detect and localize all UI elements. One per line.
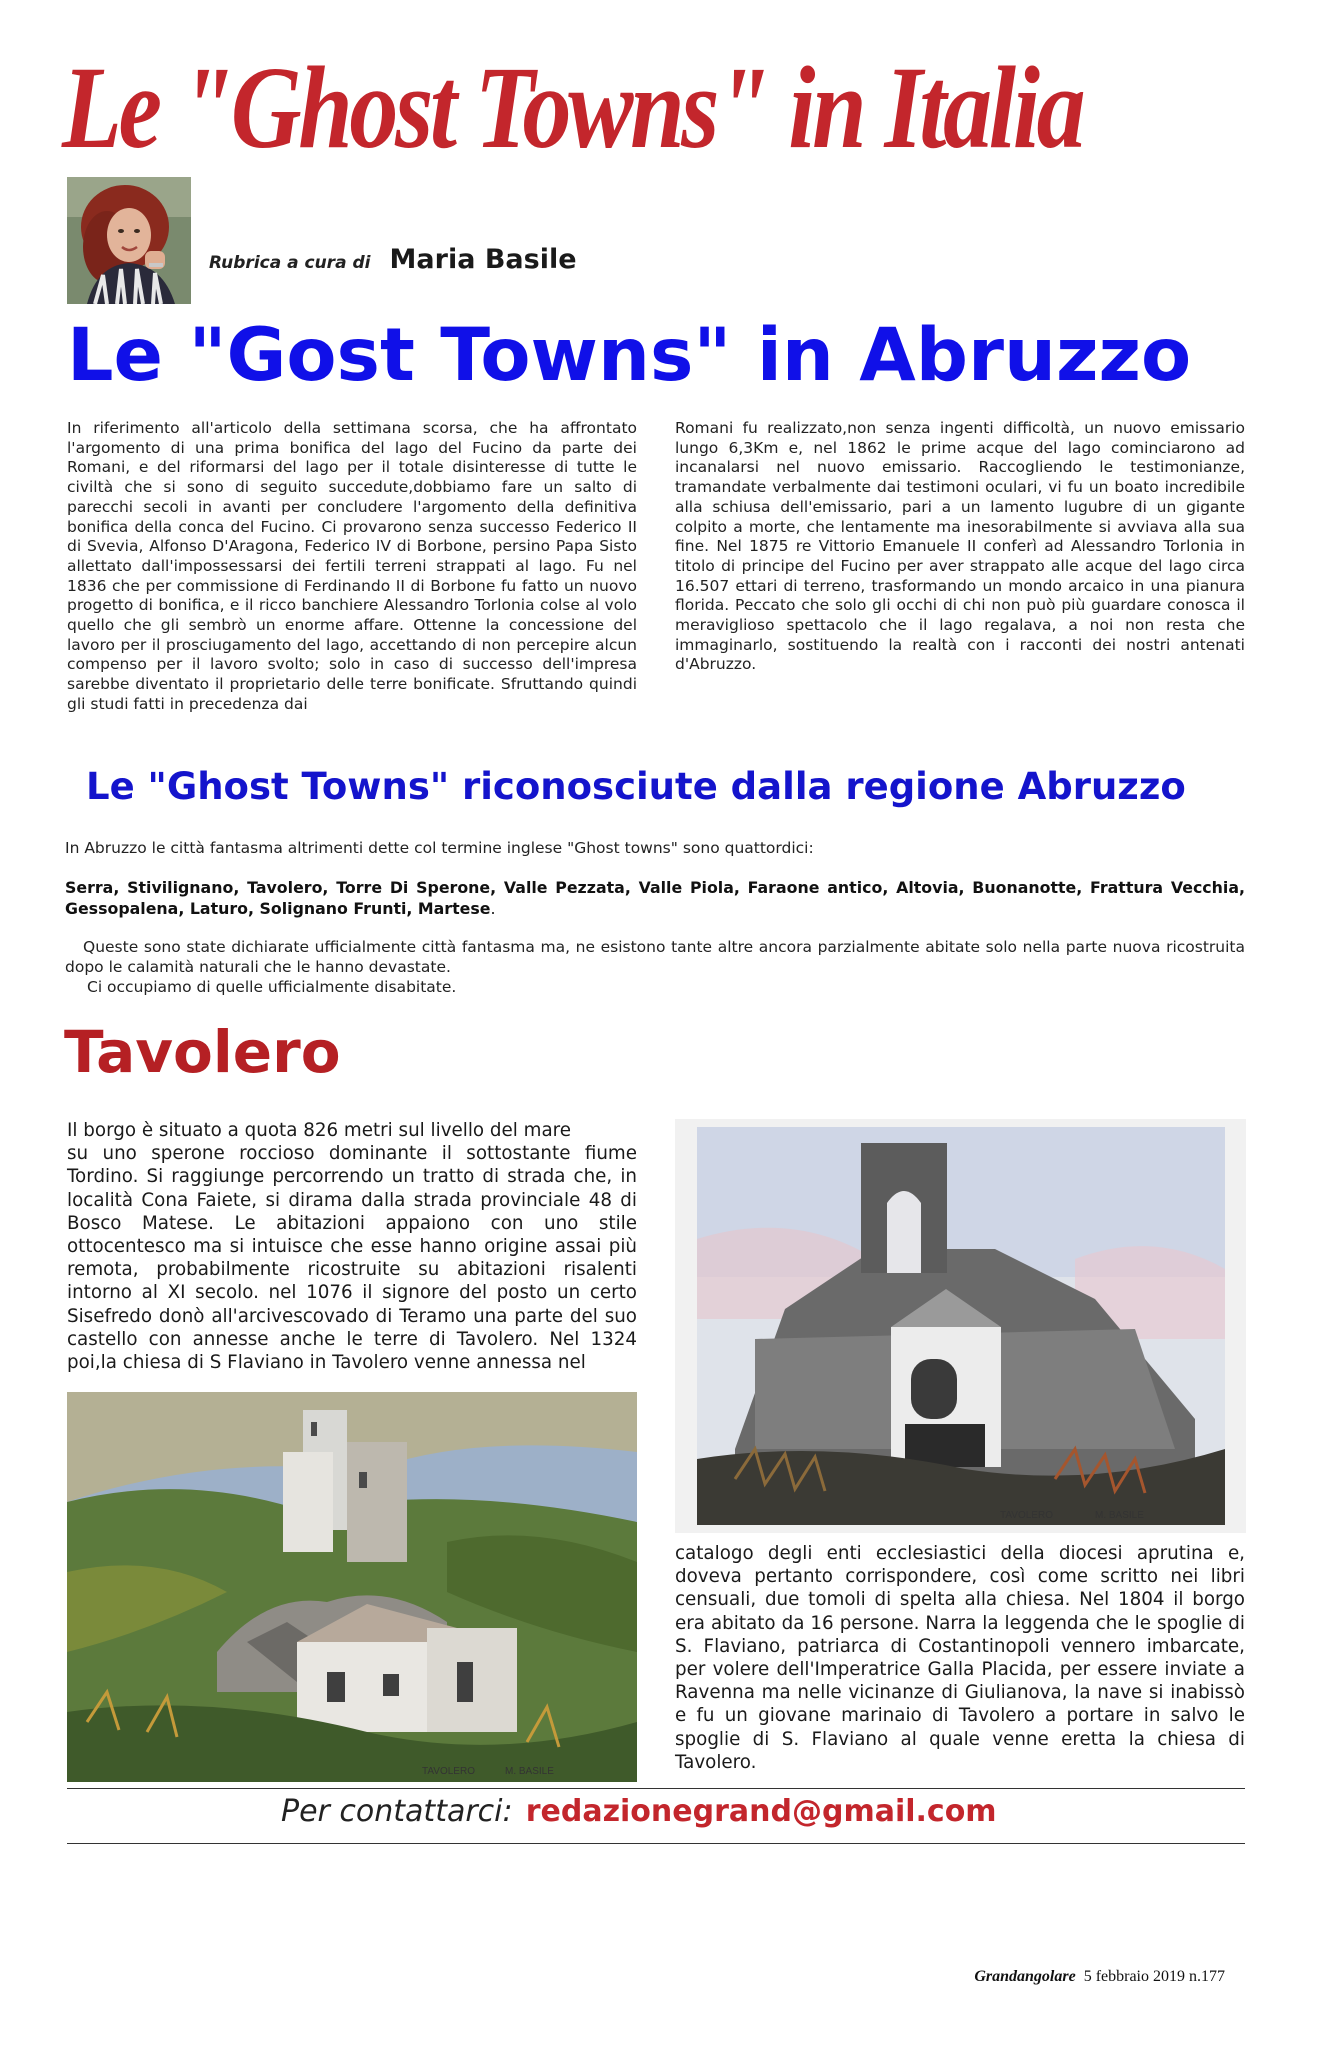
byline [209, 244, 577, 275]
author-photo [67, 177, 191, 304]
church-drawing-caption: TAVOLERO [1000, 1510, 1053, 1521]
contact-rule-top [67, 1788, 1245, 1789]
ghost-towns-names: Serra, Stivilignano, Tavolero, Torre Di Sperone, Valle Pezzata, Valle Piola, Faraone antico, Altovia, Buonanotte, Frattura Vecchia, Gessopalena, Laturo, Solignano Frunti, Martese [65, 878, 1245, 918]
contact-rule-bottom [67, 1843, 1245, 1844]
issue-info: 5 febbraio 2019 n.177 [1083, 1968, 1225, 1985]
author-name: Maria Basile [389, 244, 577, 275]
article-title: Le "Gost Towns" in Abruzzo [67, 313, 1192, 398]
contact-label: Per contattarci: [281, 1794, 513, 1829]
contact-line [281, 1794, 997, 1829]
article-column-2: Romani fu realizzato,non senza ingenti difficoltà, un nuovo emissario lungo 6,3Km e, nel 1862 le prime acque del lago cominciarono ad incanalarsi nel nuovo emissario. Raccogliendo le testimonianze, tramandate verbalmente dai testimoni oculari, vi fu un boato incredibile alla schiusa dell'emissario, pari a un lamento lugubre di un gigante colpito a morte, che lentamente ma inesorabilmente si avviava alla sua fine. Nel 1875 re Vittorio Emanuele II conferì ad Alessandro Torlonia in titolo di principe del Fucino per aver strappato alle acque del lago circa 16.507 ettari di terreno, trasformando un mondo arcaico in una pianura florida. Peccato che solo gli occhi di chi non può più guardare conosca il meraviglioso spettacolo che il lago regalava, a noi non resta che immaginarlo, sostituendo la realtà con i racconti dei nostri antenati d'Abruzzo. [675, 419, 1245, 674]
byline-label: Rubrica a cura di [209, 253, 371, 273]
ghost-towns-list-end: . [490, 899, 496, 918]
tavolero-text-1: su uno sperone roccioso dominante il sottostante fiume Tordino. Si raggiunge percorrendo un tratto di strada che, in località Cona Faiete, si dirama dalla strada provinciale 48 di Bosco Matese. Le abitazioni appaiono con uno stile ottocentesco ma si intuisce che esse hanno origine assai più remota, probabilmente ricostruite su abitazioni risalenti intorno al XI secolo. nel 1076 il signore del posto un certo Sisefredo donò all'arcivescovado di Teramo una parte del suo castello con annesse anche le terre di Tavolero. Nel 1324 poi,la chiesa di S Flaviano in Tavolero venne annessa nel [67, 1143, 637, 1374]
section-title: Le "Ghost Towns" riconosciute dalla regione Abruzzo [86, 765, 1186, 808]
church-drawing-signature: M. BASILE [1095, 1510, 1144, 1521]
publication-name: Grandangolare [974, 1968, 1076, 1985]
contact-email-link[interactable]: redazionegrand@gmail.com [525, 1794, 997, 1829]
tavolero-first-line: Il borgo è situato a quota 826 metri sul livello del mare [67, 1120, 572, 1141]
village-drawing-signature: M. BASILE [505, 1766, 554, 1777]
section-intro: In Abruzzo le città fantasma altrimenti dette col termine inglese "Ghost towns" sono quattordici: [65, 839, 814, 857]
village-drawing-caption: TAVOLERO [422, 1766, 475, 1777]
tavolero-text-left [67, 1119, 637, 1374]
tavolero-heading: Tavolero [64, 1018, 341, 1086]
ghost-towns-list [65, 877, 1245, 919]
section-note-1: Queste sono state dichiarate ufficialmente città fantasma ma, ne esistono tante altre ancora parzialmente abitate solo nella parte nuova ricostruita dopo le calamità naturali che le hanno devastate. [65, 938, 1245, 976]
masthead-title: Le "Ghost Towns" in Italia [62, 42, 1083, 173]
article-column-1: In riferimento all'articolo della settimana scorsa, che ha affrontato l'argomento di una prima bonifica del lago del Fucino da parte dei Romani, e del riformarsi del lago per il totale disinteresse di tutte le civiltà che si sono di seguito succedute,dobbiamo fare un salto di parecchi secoli in avanti per concludere l'argomento della definitiva bonifica della conca del Fucino. Ci provarono senza successo Federico II di Svevia, Alfonso D'Aragona, Federico IV di Borbone, persino Papa Sisto allettato dall'impossessarsi dei fertili terreni strappati al lago. Fu nel 1836 che per commissione di Ferdinando II di Borbone fu fatto un nuovo progetto di bonifica, e il ricco banchiere Alessandro Torlonia colse al volo quello che gli sembrò un enorme affare. Ottenne la concessione del lavoro per il prosciugamento del lago, accettando di non percepire alcun compenso per il lavoro svolto; solo in caso di successo dell'impresa sarebbe diventato il proprietario delle terre bonificate. Sfruttando quindi gli studi fatti in precedenza dai [67, 419, 637, 713]
section-note-2: Ci occupiamo di quelle ufficialmente disabitate. [87, 978, 457, 996]
village-drawing [67, 1392, 637, 1782]
page-footer [974, 1968, 1225, 1986]
church-drawing [675, 1119, 1246, 1533]
tavolero-text-right: catalogo degli enti ecclesiastici della diocesi aprutina e, doveva pertanto corrispondere, così come scritto nei libri censuali, due tomoli di spelta alla chiesa. Nel 1804 il borgo era abitato da 16 persone. Narra la leggenda che le spoglie di S. Flaviano, patriarca di Costantinopoli vennero imbarcate, per volere dell'Imperatrice Galla Placida, per essere inviate a Ravenna ma nelle vicinanze di Giulianova, la nave si inabissò e fu un giovane marinaio di Tavolero a portare in salvo le spoglie di S. Flaviano al quale venne eretta la chiesa di Tavolero. [675, 1543, 1245, 1773]
